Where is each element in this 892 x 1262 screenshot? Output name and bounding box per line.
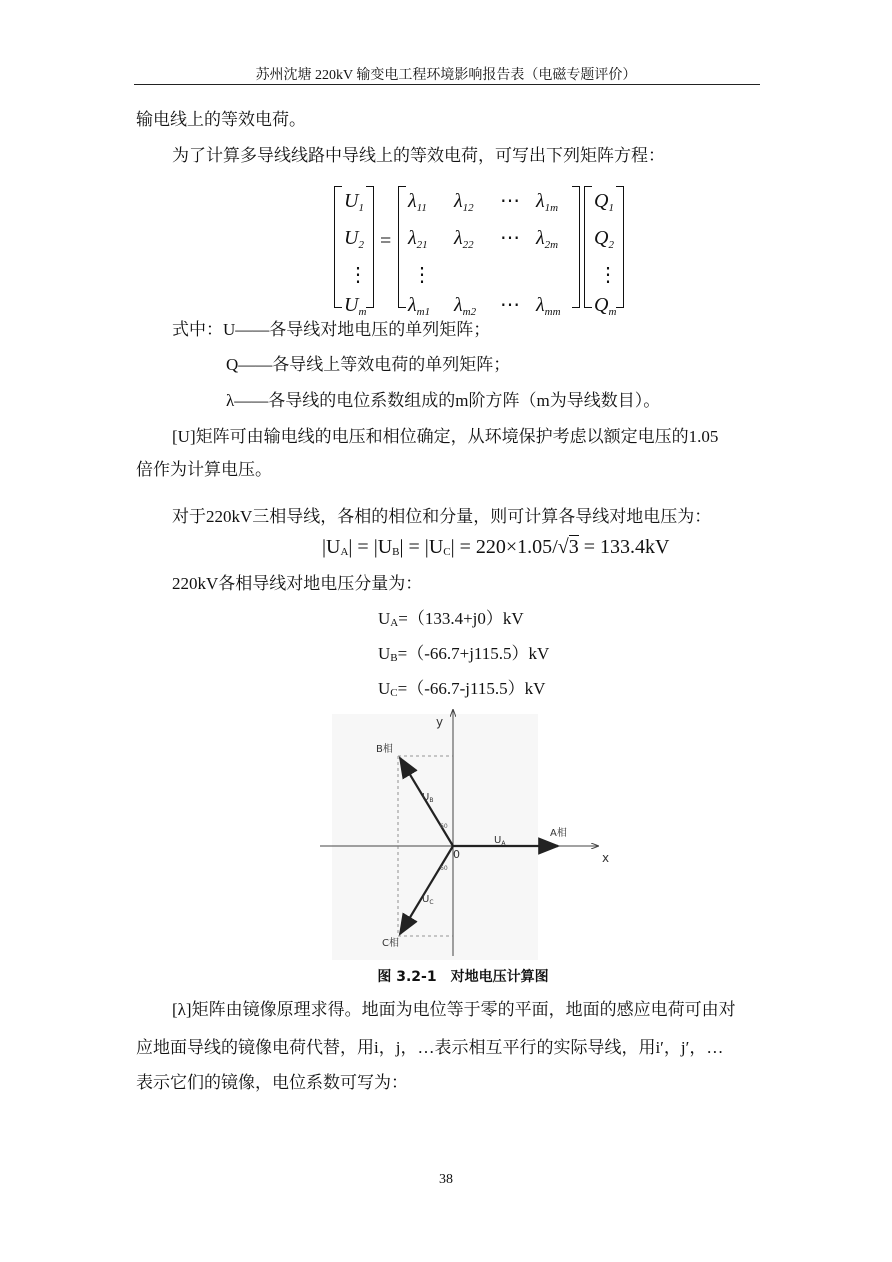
matrix-cell: $\lambda_{1m}$ (536, 190, 559, 214)
header-rule (134, 84, 760, 85)
angle-label: 60 (440, 823, 448, 830)
definition-u: 式中：U——各导线对地电压的单列矩阵； (172, 320, 491, 339)
paragraph-line: 对于220kV三相导线，各相的相位和分量，则可计算各导线对地电压为： (172, 507, 712, 526)
paragraph-line: 表示它们的镜像，电位系数可写为： (136, 1073, 408, 1092)
paragraph-line: 输电线上的等效电荷。 (136, 110, 306, 129)
q-entry: $Q_2$ (594, 227, 614, 251)
running-header: 苏州沈塘 220kV 输变电工程环境影响报告表（电磁专题评价） (255, 68, 637, 83)
right-bracket (616, 186, 624, 308)
uc-vector-label: $U_C$ (422, 894, 434, 906)
right-bracket (572, 186, 580, 308)
u-entry: ⋮ (348, 264, 368, 286)
u-entry: $U_2$ (344, 227, 364, 251)
u-entry: $U_m$ (344, 294, 367, 318)
paragraph-line: 为了计算多导线线路中导线上的等效电荷，可写出下列矩阵方程： (172, 146, 665, 165)
definition-lambda: λ——各导线的电位系数组成的m阶方阵（m为导线数目）。 (226, 391, 661, 410)
matrix-cell: $\lambda_{m1}$ (408, 294, 431, 318)
left-bracket (334, 186, 342, 308)
matrix-cell: ⋮ (412, 264, 432, 286)
c-phase-label: C相 (382, 938, 399, 949)
matrix-row (408, 223, 578, 260)
definition-q: Q——各导线上等效电荷的单列矩阵； (226, 355, 511, 374)
matrix-equation (334, 184, 630, 318)
phasor-diagram (318, 706, 618, 962)
matrix-cell: ⋯ (500, 294, 520, 316)
lambda-matrix (408, 186, 578, 327)
matrix-cell: $\lambda_{22}$ (454, 227, 474, 251)
origin-label: 0 (453, 848, 460, 861)
ua-component: UA=（133.4+j0）kV (378, 609, 524, 629)
matrix-row (408, 260, 578, 290)
page-number: 38 (439, 1172, 453, 1187)
matrix-cell: $\lambda_{2m}$ (536, 227, 559, 251)
x-axis-label: x (602, 851, 610, 865)
matrix-cell: $\lambda_{11}$ (408, 190, 427, 214)
matrix-cell: ⋯ (500, 190, 520, 212)
ua-vector-label: $U_A$ (494, 835, 506, 847)
figure-caption: 图 3.2-1 对地电压计算图 (377, 969, 549, 985)
paragraph-line: 220kV各相导线对地电压分量为： (172, 574, 423, 593)
u-entry: $U_1$ (344, 190, 364, 214)
y-axis-label: y (436, 715, 444, 729)
paragraph-line: [λ]矩阵由镜像原理求得。地面为电位等于零的平面，地面的感应电荷可由对 (172, 1000, 736, 1019)
angle-label: 60 (440, 865, 448, 872)
right-bracket (366, 186, 374, 308)
q-entry: $Q_m$ (594, 294, 617, 318)
b-phase-label: B相 (376, 744, 393, 755)
voltage-equation: |UA| = |UB| = |UC| = 220×1.05/√3 = 133.4kV (322, 536, 670, 558)
matrix-cell: $\lambda_{m2}$ (454, 294, 477, 318)
q-entry: ⋮ (598, 264, 618, 286)
matrix-cell: ⋯ (500, 227, 520, 249)
matrix-row (408, 186, 578, 223)
matrix-cell: $\lambda_{21}$ (408, 227, 428, 251)
matrix-cell: $\lambda_{mm}$ (536, 294, 561, 318)
q-entry: $Q_1$ (594, 190, 614, 214)
paragraph-line: 应地面导线的镜像电荷代替，用i，j，…表示相互平行的实际导线，用i′，j′，… (136, 1038, 724, 1057)
left-bracket (398, 186, 406, 308)
a-phase-label: A相 (550, 828, 567, 839)
left-bracket (584, 186, 592, 308)
figure-background (332, 714, 538, 960)
matrix-cell: $\lambda_{12}$ (454, 190, 474, 214)
ub-component: UB=（-66.7+j115.5）kV (378, 644, 550, 664)
equals-sign: = (380, 230, 392, 252)
paragraph-line: [U]矩阵可由输电线的电压和相位确定，从环境保护考虑以额定电压的1.05 (172, 427, 719, 446)
ub-vector-label: $U_B$ (422, 792, 434, 804)
uc-component: UC=（-66.7-j115.5）kV (378, 679, 546, 699)
paragraph-line: 倍作为计算电压。 (136, 460, 272, 479)
